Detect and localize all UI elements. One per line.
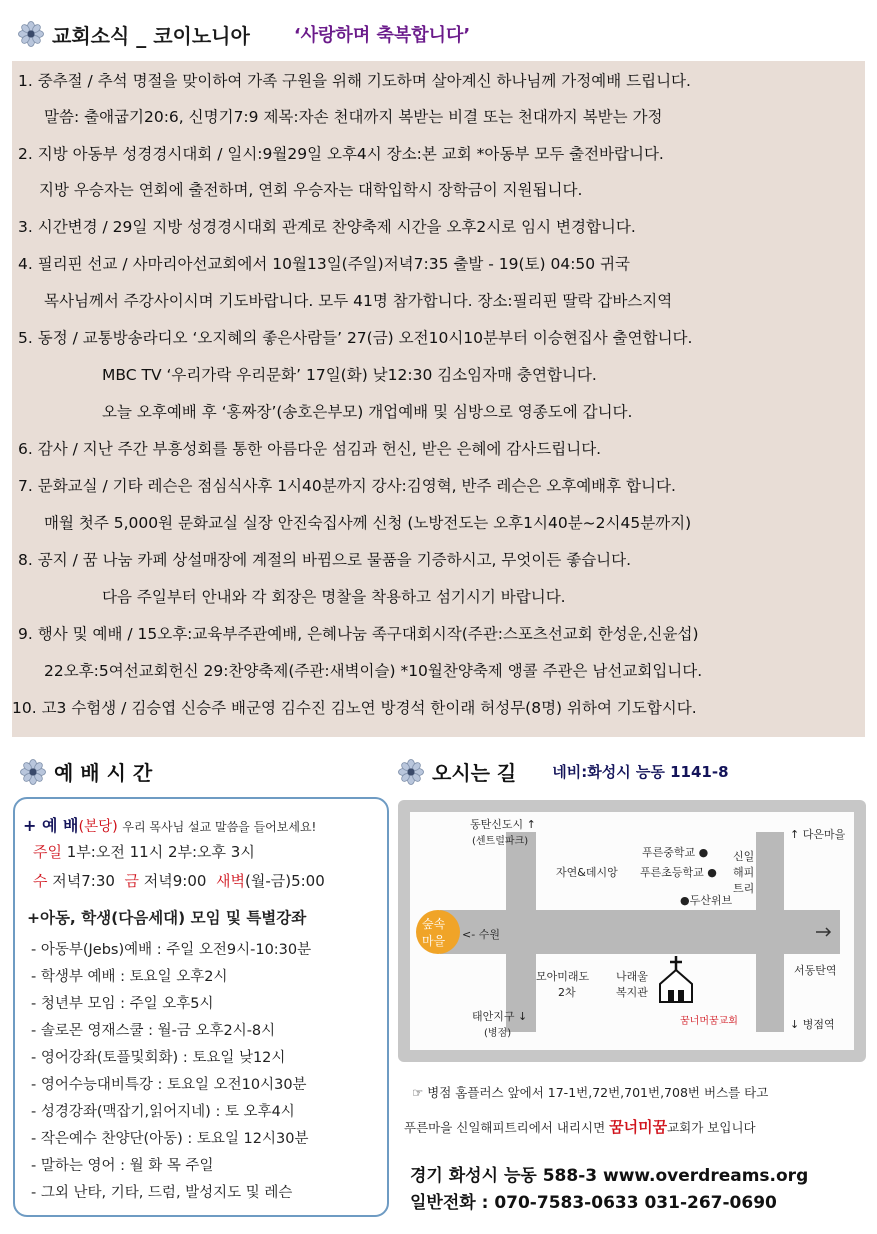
worship-box [13,797,389,1217]
map-label: (병점) [484,1028,512,1039]
friday-label: 금 [124,872,139,890]
main-service-label: + 예 배 [23,816,79,835]
news-line: 22오후:5여선교회헌신 29:찬양축제(주관:새벽이슬) *10월찬양축제 앵콜 주관은 남선교회입니다. [44,662,703,680]
map-label: ↑ 다은마을 [790,828,846,841]
worship-title: 예 배 시 간 [54,761,153,785]
news-line: 10. 고3 수험생 / 김승엽 신승주 배군영 김수진 김노연 방경석 한이래 허성무(8명) 위하여 기도합시다. [12,699,697,717]
church-address: 경기 화성시 능동 588-3 www.overdreams.org [410,1166,809,1186]
program-item: - 솔로몬 영재스쿨 : 월-금 오후2시-8시 [31,1023,276,1039]
map-label: ↓ 병점역 [790,1018,835,1031]
map-label: 해피 [733,866,755,879]
news-line: 목사님께서 주강사이시며 기도바랍니다. 모두 41명 참가합니다. 장소:필리핀 딸락 갑바스지역 [44,292,673,310]
directions-header [398,757,729,786]
news-line: 3. 시간변경 / 29일 지방 성경경시대회 관계로 찬양축제 시간을 오후2시로 임시 변경합니다. [18,218,636,236]
program-item: - 학생부 예배 : 토요일 오후2시 [31,969,228,985]
bus-directions-line2: 푸른마을 신일해피트리에서 내리시면 꿈너미꿈교회가 보입니다 [404,1118,756,1136]
directions-title: 오시는 길 [432,761,517,785]
slogan: ‘사랑하며 축복합니다’ [293,25,471,46]
program-item: - 성경강좌(맥잡기,읽어지네) : 토 오후4시 [31,1104,295,1120]
sunday-line [33,841,255,862]
program-item: - 영어강좌(토플및회화) : 토요일 낮12시 [31,1050,286,1066]
map-label: 나래울 [616,970,648,983]
map-label: 태안지구 ↓ [472,1010,528,1023]
news-line: 8. 공지 / 꿈 나눔 카페 상설매장에 계절의 바뀜으로 물품을 기증하시고, 무엇이든 좋습니다. [18,551,632,569]
map-label: 마을 [422,934,446,948]
map-label: 트리 [733,882,755,895]
program-item: - 작은예수 찬양단(아동) : 토요일 12시30분 [31,1131,309,1147]
map [410,812,854,1050]
dawn-label: 새벽 [216,872,245,890]
map-label: 푸른중학교 ● [642,846,709,859]
main-service-note: 우리 목사님 설교 말씀을 들어보세요! [122,820,317,834]
sunday-times: 1부:오전 11시 2부:오후 3시 [66,843,255,861]
bus-directions-line1: ☞ 병점 홈플러스 앞에서 17-1번,72번,701번,708번 버스를 타고 [412,1085,769,1100]
page-title: 교회소식 _ 코이노니아 [52,23,250,48]
worship-header [20,757,152,786]
program-item: - 그외 난타, 기타, 드럼, 발성지도 및 레슨 [31,1185,293,1201]
map-frame [398,800,866,1062]
map-label: 숲속 [422,917,446,931]
news-line: 다음 주일부터 안내와 각 회장은 명찰을 착용하고 섬기시기 바랍니다. [102,588,566,606]
news-line: 매월 첫주 5,000원 문화교실 실장 안진숙집사께 신청 (노방전도는 오후1시40분~2시45분까지) [44,514,692,532]
navi-address: 네비:화성시 능동 1141-8 [552,763,729,781]
flower-icon [398,759,424,785]
map-label: ●두산위브 [680,894,733,907]
map-label: 푸른초등학교 ● [640,866,717,879]
map-label: 복지관 [616,986,648,999]
map-label: 서동탄역 [794,964,837,977]
news-line: 4. 필리핀 선교 / 사마리아선교회에서 10월13일(주일)저녁7:35 출발 - 19(토) 04:50 귀국 [18,255,631,273]
program-item: - 아동부(Jebs)예배 : 주일 오전9시-10:30분 [31,942,312,958]
news-line: 말씀: 출애굽기20:6, 신명기7:9 제목:자손 천대까지 복받는 비결 또는 천대까지 복받는 가정 [44,108,663,126]
news-header [18,16,470,52]
news-line: 9. 행사 및 예배 / 15오후:교육부주관예배, 은혜나눔 족구대회시작(주관:스포츠선교회 한성운,신윤섭) [18,625,699,643]
wednesday-time: 저녁7:30 [52,872,115,890]
youth-title: +아동, 학생(다음세대) 모임 및 특별강좌 [27,909,307,927]
news-line: 5. 동정 / 교통방송라디오 ‘오지혜의 좋은사람들’ 27(금) 오전10시10분부터 이승현집사 출연합니다. [18,329,693,347]
church-phone: 일반전화 : 070-7583-0633 031-267-0690 [410,1193,777,1213]
map-label: 2차 [558,986,576,999]
news-line: 6. 감사 / 지난 주간 부흥성회를 통한 아름다운 섬김과 헌신, 받은 은혜에 감사드립니다. [18,440,602,458]
map-label: 동탄신도시 ↑ [470,818,536,831]
map-label: 자연&데시앙 [556,866,618,879]
weekday-line [33,870,325,891]
church-icon [660,956,692,1002]
program-item: - 말하는 영어 : 월 화 목 주일 [31,1158,214,1174]
news-panel [12,61,865,737]
news-line: 2. 지방 아동부 성경경시대회 / 일시:9월29일 오후4시 장소:본 교회 *아동부 모두 출전바랍니다. [18,145,664,163]
map-label: 꿈너머꿈교회 [680,1016,738,1027]
program-item: - 청년부 모임 : 주일 오후5시 [31,996,214,1012]
friday-time: 저녁9:00 [143,872,207,890]
map-label: <- 수원 [462,928,500,941]
news-line: 오늘 오후예배 후 ‘홍짜장’(송호은부모) 개업예배 및 심방으로 영종도에 갑니다. [102,403,633,421]
map-label: (센트럴파크) [472,836,529,847]
news-line: 지방 우승자는 연회에 출전하며, 연회 우승자는 대학입학시 장학금이 지원됩니다. [39,181,583,199]
news-line: MBC TV ‘우리가락 우리문화’ 17일(화) 낮12:30 김소임자매 충연합니다. [102,366,597,384]
news-line: 7. 문화교실 / 기타 레슨은 점심식사후 1시40분까지 강사:김영혁, 반주 레슨은 오후예배후 합니다. [18,477,676,495]
wednesday-label: 수 [33,872,48,890]
program-item: - 영어수능대비특강 : 토요일 오전10시30분 [31,1077,307,1093]
dawn-time: (월-금)5:00 [244,872,325,890]
flower-icon [18,21,44,47]
sunday-label: 주일 [33,843,62,861]
main-service-place: (본당) [78,819,118,835]
map-label: 모아미래도 [536,970,590,983]
flower-icon [20,759,46,785]
main-service-line [23,813,316,836]
news-line: 1. 중추절 / 추석 명절을 맞이하여 가족 구원을 위해 기도하며 살아계신 하나님께 가정예배 드립니다. [18,72,691,90]
map-label: 신일 [733,850,755,863]
